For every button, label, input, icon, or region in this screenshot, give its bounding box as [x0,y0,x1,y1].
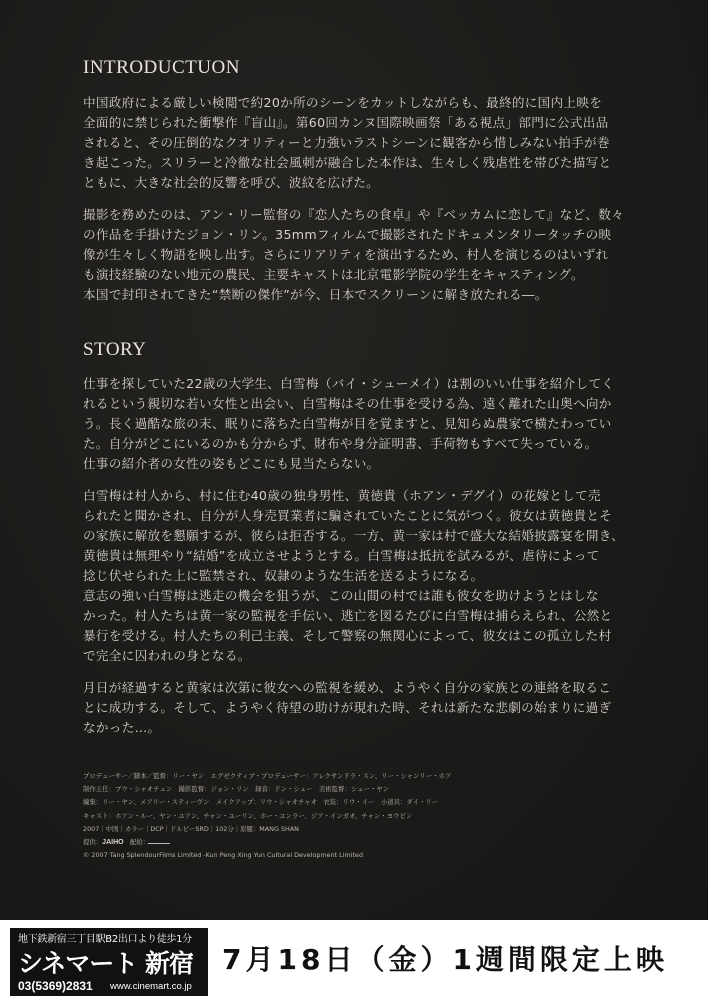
story-heading: STORY [83,339,147,360]
credits-lines: プロデューサー／脚本／監督：リー・ヤン エグゼクティブ・プロデューサー：アレクサンドラ・スン、リー・シャンリー・ホア 制作主任：ブウ・シャオチュン 撮影監督：ジョン・リン 録音：ドン・シュー 美術監督：シュー・ヤン 編集：リー・ヤン、メアリー・スティーヴン メイクアップ：リウ・シャオチャオ 衣装：リウ・イー 小道具：ダイ・リー キャスト：ホアン・ルー、ヤン・ユアン、チャン・ユーリン、ホー・ユンラー、ジア・インガオ、チャン・ヨウビン 2007｜中国｜カラー｜DCP｜ドルビーSRD｜102分｜原題：MANG SHAN [83,772,452,833]
theater-access: 地下鉄新宿三丁目駅B2出口より徒歩1分 [18,934,192,945]
theater-info-box [10,928,208,996]
distributor-label: 配給： [129,838,150,847]
story-paragraph-2: 白雪梅は村人から、村に住む40歳の独身男性、黄徳貴（ホアン・デグイ）の花嫁として売 られたと聞かされ、自分が人身売買業者に騙されていたことに気がつく。彼女は黄徳貴とそ の家族に解放を懇願するが、彼らは拒否する。一方、黄一家は村で盛大な結婚披露宴を開き、 黄徳貴は無理やり“結婚”を成立させようとする。白雪梅は抵抗を試みるが、虐待によって 捻じ伏せられた上に監禁され、奴隷のような生活を送るようになる。 意志の強い白雪梅は逃走の機会を狙うが、この山間の村では誰も彼女を助けようとはしな かった。村人たちは黄一家の監視を手伝い、逃亡を図るたびに白雪梅は捕らえられ、公然と 暴行を受ける。村人たちの利己主義、そして警察の無関心によって、彼女はこの孤立した村 で完全に囚われの身となる。 [83,488,625,663]
copyright-text: © 2007 Tang SplendourFilms Limited -Kun Peng Xing Yun Cultural Development Limited [83,851,364,860]
screening-schedule: 7月18日（金）1週間限定上映 [222,943,668,976]
theater-name: シネマート 新宿 [18,949,193,978]
introduction-heading: INTRODUCTUON [83,57,240,78]
theater-phone: 03(5369)2831 [18,979,93,993]
theater-website: www.cinemart.co.jp [110,981,192,992]
provider-logo: JAIHO [102,839,124,847]
provider-label: 提供： [83,838,103,847]
story-paragraph-3: 月日が経過すると黄家は次第に彼女への監視を緩め、ようやく自分の家族との連絡を取るこ とに成功する。そして、ようやく待望の助けが現れた時、それは新たな悲劇の始まりに過ぎ なかった…。 [83,680,612,735]
introduction-paragraph-1: 中国政府による厳しい検閲で約20か所のシーンをカットしながらも、最終的に国内上映を 全面的に禁じられた衝撃作『盲山』。第60回カンヌ国際映画祭「ある視点」部門に公式出品 されると、その圧倒的なクオリティーと力強いラストシーンに観客から惜しみない拍手が巻 き起こった。スリラーと冷徹な社会風刺が融合した本作は、生々しく残虐性を帯びた描写と ともに、大きな社会的反響を呼び、波紋を広げた。 [83,95,612,190]
distributor-logo-icon [148,837,173,844]
introduction-paragraph-2: 撮影を務めたのは、アン・リー監督の『恋人たちの食卓』や『ベッカムに恋して』など、数々 の作品を手掛けたジョン・リン。35mmフィルムで撮影されたドキュメンタリータッチの映 像が生々しく物語を映し出す。さらにリアリティを演出するため、村人を演じるのはいずれ も演技経験のない地元の農民、主要キャストは北京電影学院の学生をキャスティング。 本国で封印されてきた“禁断の傑作”が今、日本でスクリーンに解き放たれる―。 [83,207,625,302]
theater-footer [0,920,708,1004]
credits-block [83,770,643,862]
story-paragraph-1: 仕事を探していた22歳の大学生、白雪梅（バイ・シューメイ）は割のいい仕事を紹介してく れるという親切な若い女性と出会い、白雪梅はその仕事を受ける為、遠く離れた山奥へ向か う。長く過酷な旅の末、眠りに落ちた白雪梅が目を覚ますと、見知らぬ農家で横たわってい た。自分がどこにいるのかも分からず、財布や身分証明書、手荷物もすべて失っている。 仕事の紹介者の女性の姿もどこにも見当たらない。 [83,376,615,471]
